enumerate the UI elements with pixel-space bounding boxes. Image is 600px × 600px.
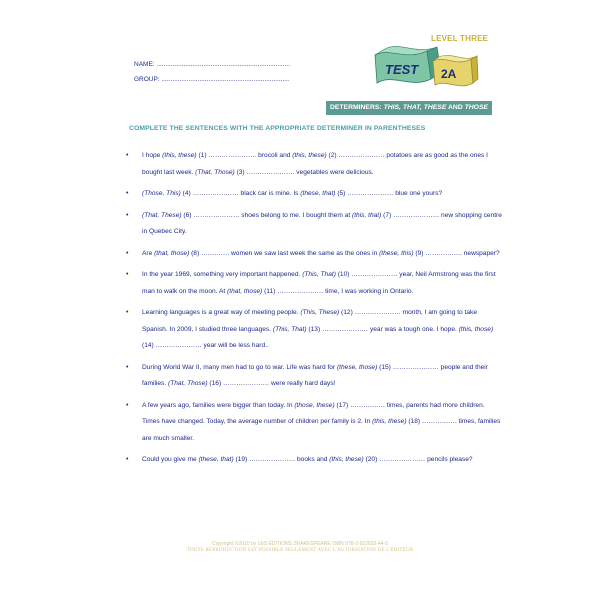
exercise-item [122,186,502,203]
sentence-text: Learning languages is a great way of meeting people. [142,309,301,316]
sentence-text: (20) ………………… pencils please? [363,456,473,463]
level-label: LEVEL THREE [431,34,489,43]
bullet-icon: • [126,363,129,371]
sentence-text: (14) ………………… year will be less hard.. [142,342,269,349]
sentence-text: During World War II, many men had to go to war. Life was hard for [142,363,337,371]
sentence-text: (4) ………………… black car is mine. Is [180,190,301,197]
choice-options: (This, These) [300,309,340,316]
sentence-text: Are [142,249,155,257]
choice-options: (That, Those) [195,168,235,176]
sentence-text: A few years ago, families were bigger than today. In [142,401,295,409]
sentence-text: (1) …………………. brocoli and [196,152,293,159]
exercise-item [122,360,502,393]
badge-word: TEST [385,62,419,77]
choice-options: (these, that) [198,456,234,463]
determiners-banner [326,101,492,115]
sentence-text: (19) ………………… books and [233,456,330,463]
bullet-icon: • [126,271,129,278]
bullet-icon: • [126,211,129,219]
choice-options: (those, these) [294,401,335,409]
exercise-item [122,305,502,355]
sentence-text: (7) ………………… new shopping centre in Quebec City. [142,211,502,235]
sentence-text: (12) ………………… month, I am going to take Spanish. In 2009, I studied three languages. [142,309,477,333]
test-badge-logo [371,43,479,95]
choice-options: (this, that) [352,211,382,219]
choice-options: (this, these) [292,152,327,159]
bullet-icon: • [126,190,129,197]
sentence-text: I hope [142,152,163,159]
determiners-last: THOSE [464,104,489,111]
exercise-item [122,267,502,300]
reproduction-notice: TOUTE REPRODUCTION EST POSSIBLE SEULEMENT AVEC L'AUTORISATION DE L'ÉDITEUR [186,548,414,553]
exercise-item [122,452,502,469]
bullet-icon: • [126,152,129,159]
choice-options: (these, this) [379,249,414,257]
bullet-icon: • [126,401,129,409]
sentence-text: (5) ………………… blue one yours? [335,190,443,197]
choice-options: (these, that) [300,190,336,197]
sentence-text: (16) ………………… were really hard days! [207,380,336,387]
determiners-and: AND [446,104,465,111]
sentence-text: (11) ………………… time, I was working in Ontario. [262,287,414,295]
exercise-list [122,148,502,474]
badge-code: 2A [441,67,457,81]
choice-options: (That, Those) [168,380,208,387]
name-field[interactable]: NAME: .......................................................................... [134,61,291,68]
choice-options: (That, These) [142,211,182,219]
bullet-icon: • [126,309,129,316]
sentence-text: (10) ………………… year, Neil Armstrong was the first man to walk on the moon. At [142,271,496,295]
exercise-item [122,148,502,181]
sentence-text: (6) ………………… shoes belong to me. I bought them at [181,211,352,219]
bullet-icon: • [126,249,129,257]
group-field[interactable]: GROUP: ....................................................................... [134,76,290,83]
choice-options: (this, those) [458,325,494,333]
sentence-text: (2) ………………… potatoes are as good as the ones I bought last week. [142,152,488,176]
choice-options: (this, these) [329,456,364,463]
choice-options: (This, That) [302,271,336,278]
determiners-prefix: DETERMINERS: [329,104,384,111]
sentence-text: (18) ……………. times, families are much smaller. [142,418,501,442]
choice-options: (This, That) [272,325,307,333]
choice-options: (this, these) [372,418,407,425]
sentence-text: (15) ………………… people and their families. [142,363,488,387]
sentence-text: (3) …………………. vegetables were delicious. [234,168,374,176]
copyright-line: Copyright ©2010 by LES ÉDITIONS SHAKESPEARE ISBN 978-2-922832-44-5 [212,541,388,547]
choice-options: (Those, This) [142,190,181,197]
exercise-item [122,246,502,263]
choice-options: (these, those) [336,363,378,371]
choice-options: (this, these) [162,152,197,159]
exercise-item [122,398,502,448]
choice-options: (that, those) [154,249,190,257]
sentence-text: (17) ……………. times, parents had more children. Times have changed. Today, the average number of children per family is 2. In [142,401,485,425]
sentence-text: (8) …………. women we saw last week the same as the ones in [189,249,380,257]
sentence-text: In the year 1969, something very important happened. [142,271,303,278]
choice-options: (that, those) [227,287,263,295]
sentence-text: Could you give me [142,456,199,463]
exercise-item [122,208,502,241]
sentence-text: (9) …………….. newspaper? [413,249,500,257]
instruction-heading: COMPLETE THE SENTENCES WITH THE APPROPRIATE DETERMINER IN PARENTHESES [129,125,426,132]
sentence-text: (13) ………………… year was a tough one. I hope. [306,325,459,333]
determiners-words: THIS, THAT, THESE [383,104,447,111]
bullet-icon: • [126,456,129,463]
